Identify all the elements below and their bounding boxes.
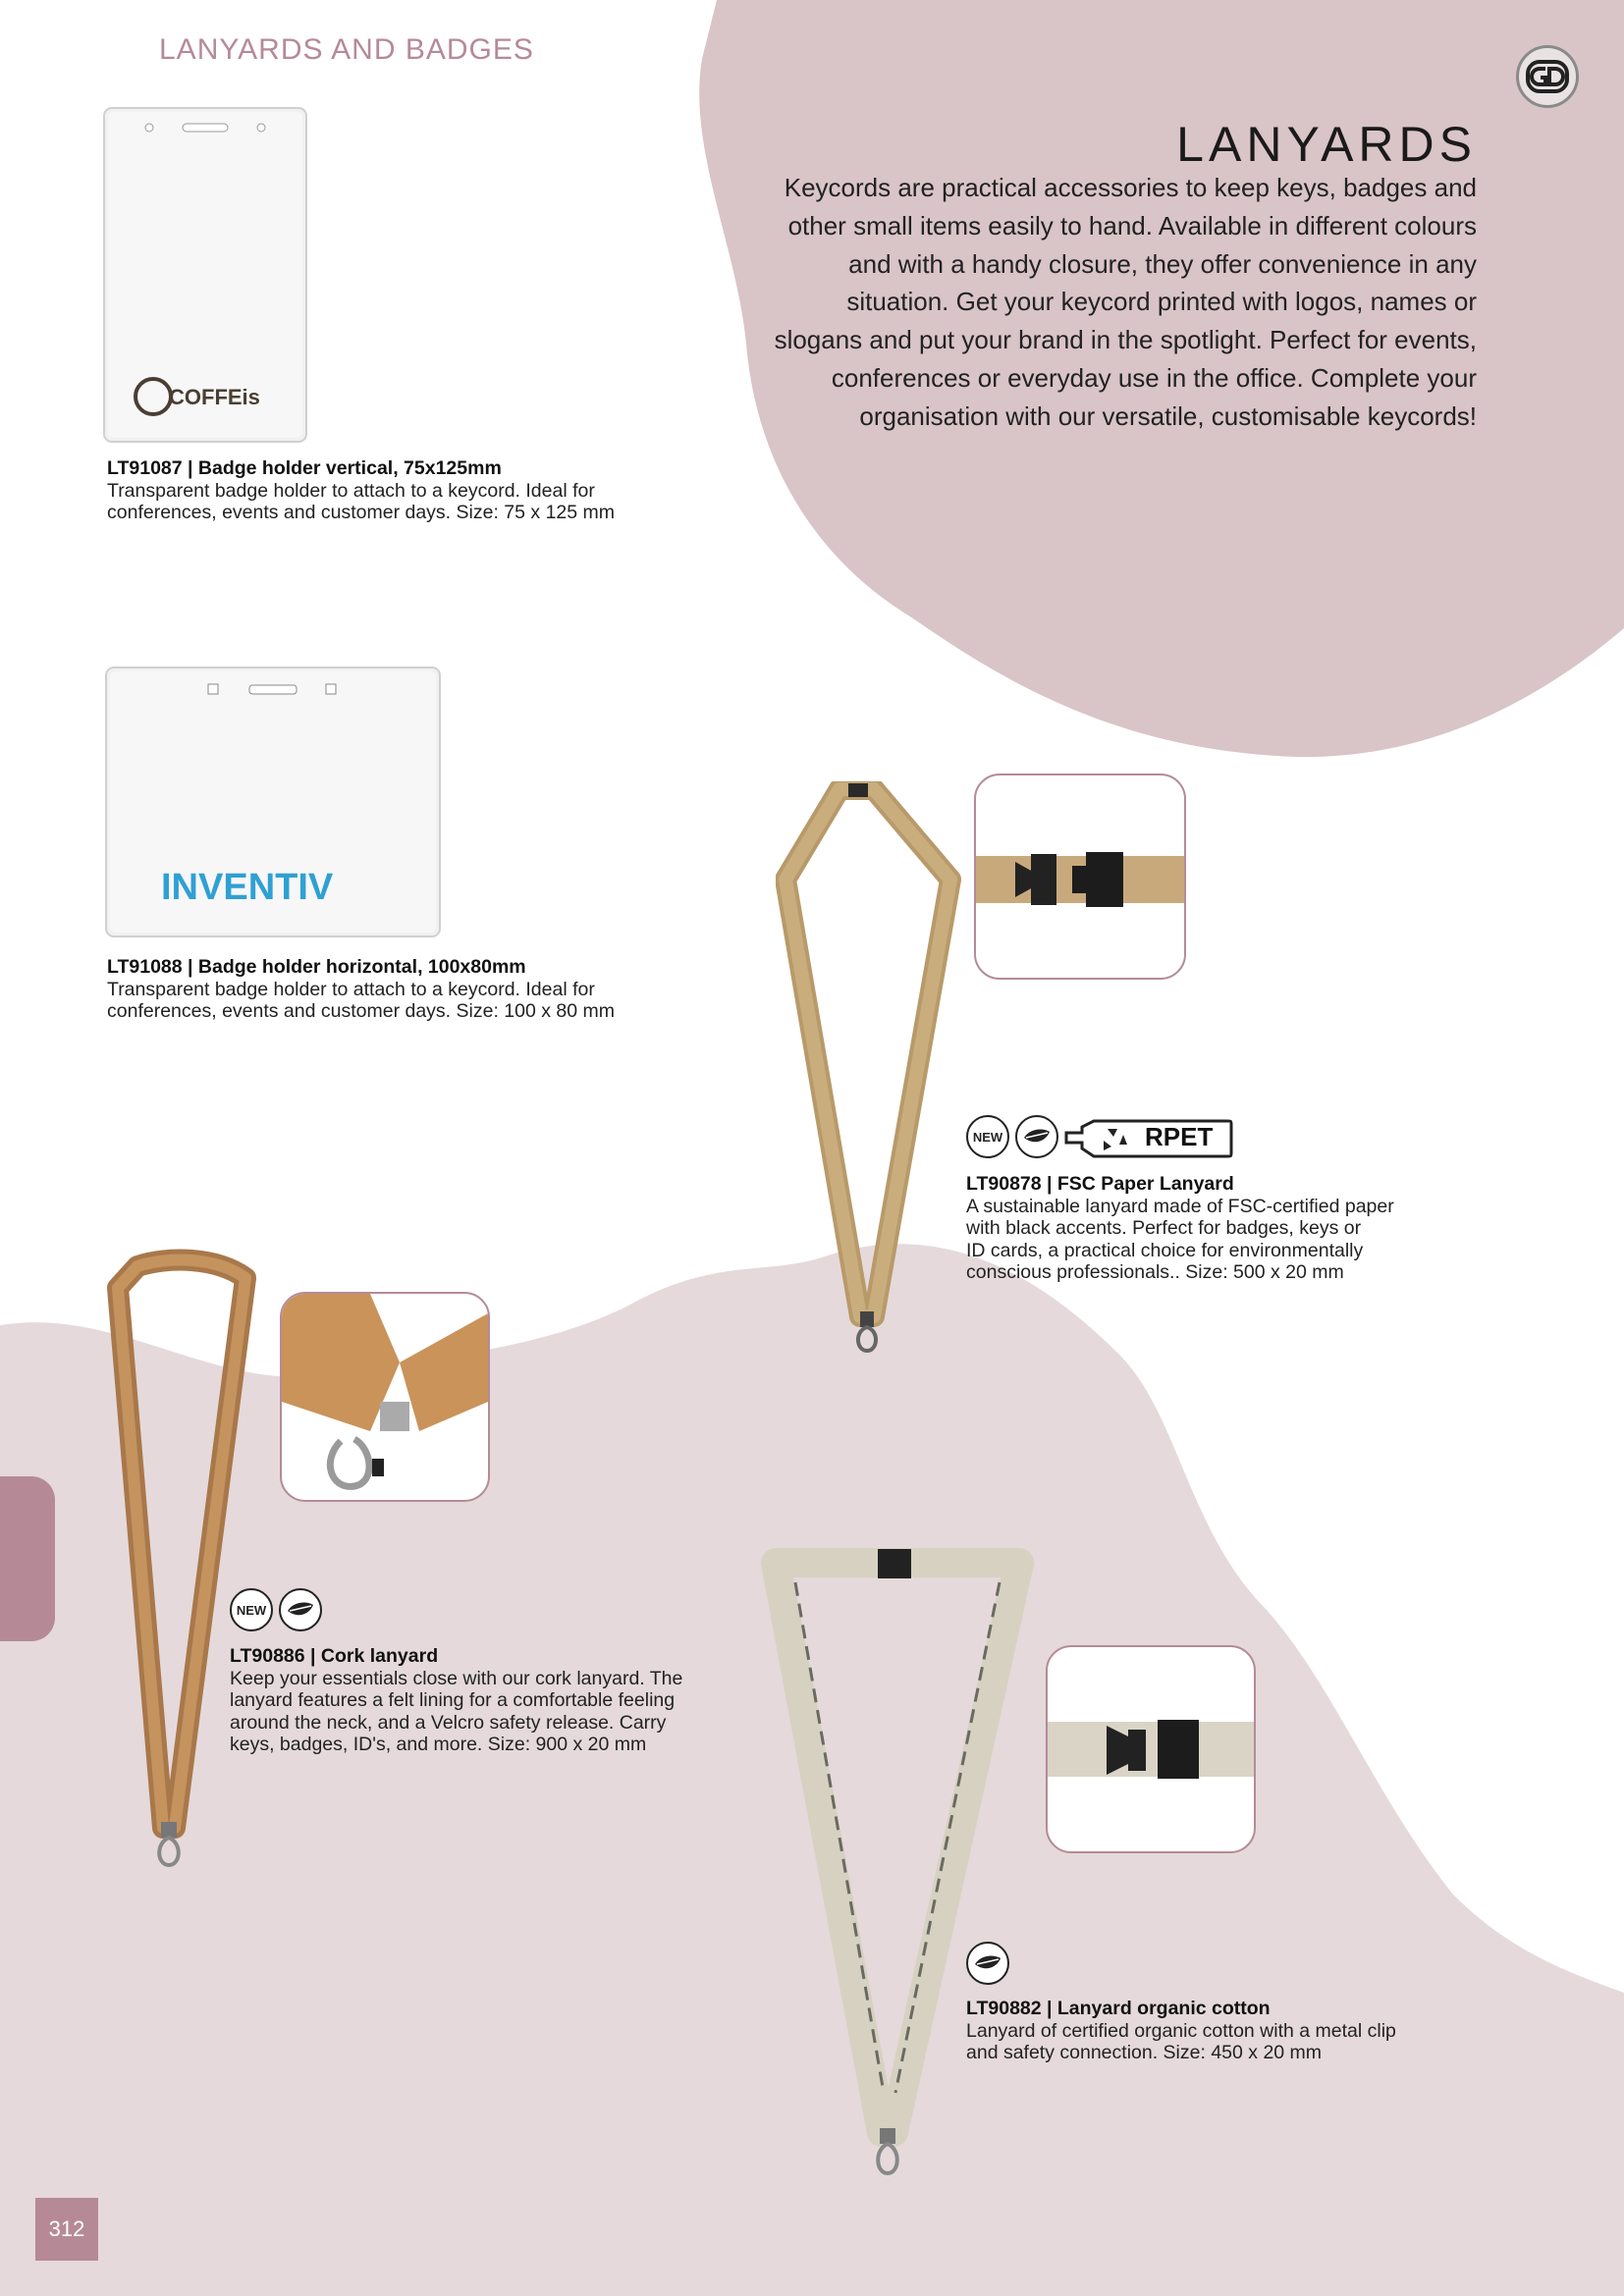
desc-line: Transparent badge holder to attach to a keycord. Ideal for [107,978,595,1000]
desc-line: and safety connection. Size: 450 x 20 mm [966,2042,1323,2063]
cork-lanyard-detail-image [280,1292,490,1502]
product-desc-badge-horizontal [107,956,615,1023]
product-title: LT90882 | Lanyard organic cotton [966,1998,1271,2019]
gd-logo-icon [1526,60,1569,93]
desc-line: conferences, events and customer days. Size: 75 x 125 mm [107,502,616,523]
desc-line: ID cards, a practical choice for environmentally [966,1239,1364,1261]
desc-line: Lanyard of certified organic cotton with a metal clip [966,2019,1396,2042]
desc-line: conferences, events and customer days. Size: 100 x 80 mm [107,1000,616,1022]
intro-text: Keycords are practical accessories to keep keys, badges and other small items easily to hand. Available in different colours and with a handy closure, they offer convenience in any situation. Get your keycord printed with logos, names or slogans and put your brand in the spotlight. Perfect for events, conferences or everyday use in the office. Complete your organisation with our versatile, customisable keycords! [774,173,1477,431]
fsc-lanyard-detail-image [974,774,1186,980]
organic-cotton-lanyard-image [756,1543,1041,2191]
desc-line: conscious professionals.. Size: 500 x 20 mm [966,1261,1344,1283]
section-header: LANYARDS AND BADGES [159,33,534,66]
desc-line: with black accents. Perfect for badges, keys or [966,1217,1362,1239]
desc-line: around the neck, and a Velcro safety release. Carry [230,1711,667,1734]
badge-holder-horizontal-image [104,666,442,938]
product-desc-organic-cotton [966,1998,1396,2064]
new-badge: NEW [966,1115,1009,1158]
product-title: LT91088 | Badge holder horizontal, 100x80mm [107,956,526,978]
leaf-icon [966,1942,1009,1985]
inventiv-logo-text: INVENTIV [161,867,334,908]
product-title: LT90886 | Cork lanyard [230,1645,439,1667]
organic-cotton-badges [966,1942,1009,1985]
rpet-badge [1064,1113,1233,1160]
fsc-lanyard-badges [966,1113,1233,1160]
desc-line: lanyard features a felt lining for a comfortable feeling [230,1689,676,1711]
rpet-label: RPET [1145,1122,1214,1151]
new-badge: NEW [230,1588,273,1631]
desc-line: Transparent badge holder to attach to a keycord. Ideal for [107,479,595,502]
badge-holder-vertical-image [102,106,308,445]
desc-line: keys, badges, ID's, and more. Size: 900 x 20 mm [230,1734,647,1755]
leaf-icon [279,1588,322,1631]
product-desc-badge-vertical [107,457,615,524]
brand-logo [1516,45,1579,108]
product-desc-cork [230,1645,682,1756]
page-number: 312 [35,2198,98,2261]
intro-title: LANYARDS [1176,117,1477,172]
chapter-tab [0,1476,55,1641]
product-desc-fsc-paper [966,1173,1394,1284]
product-title: LT90878 | FSC Paper Lanyard [966,1173,1234,1195]
desc-line: A sustainable lanyard made of FSC-certified paper [966,1195,1394,1217]
cork-lanyard-badges [230,1588,322,1631]
leaf-icon [1015,1115,1058,1158]
coffeis-logo-text: COFFEis [169,385,260,409]
organic-cotton-detail-image [1046,1645,1256,1853]
cork-lanyard-image [98,1249,265,1867]
fsc-paper-lanyard-image [776,781,972,1361]
product-title: LT91087 | Badge holder vertical, 75x125mm [107,457,502,479]
desc-line: Keep your essentials close with our cork lanyard. The [230,1667,683,1689]
